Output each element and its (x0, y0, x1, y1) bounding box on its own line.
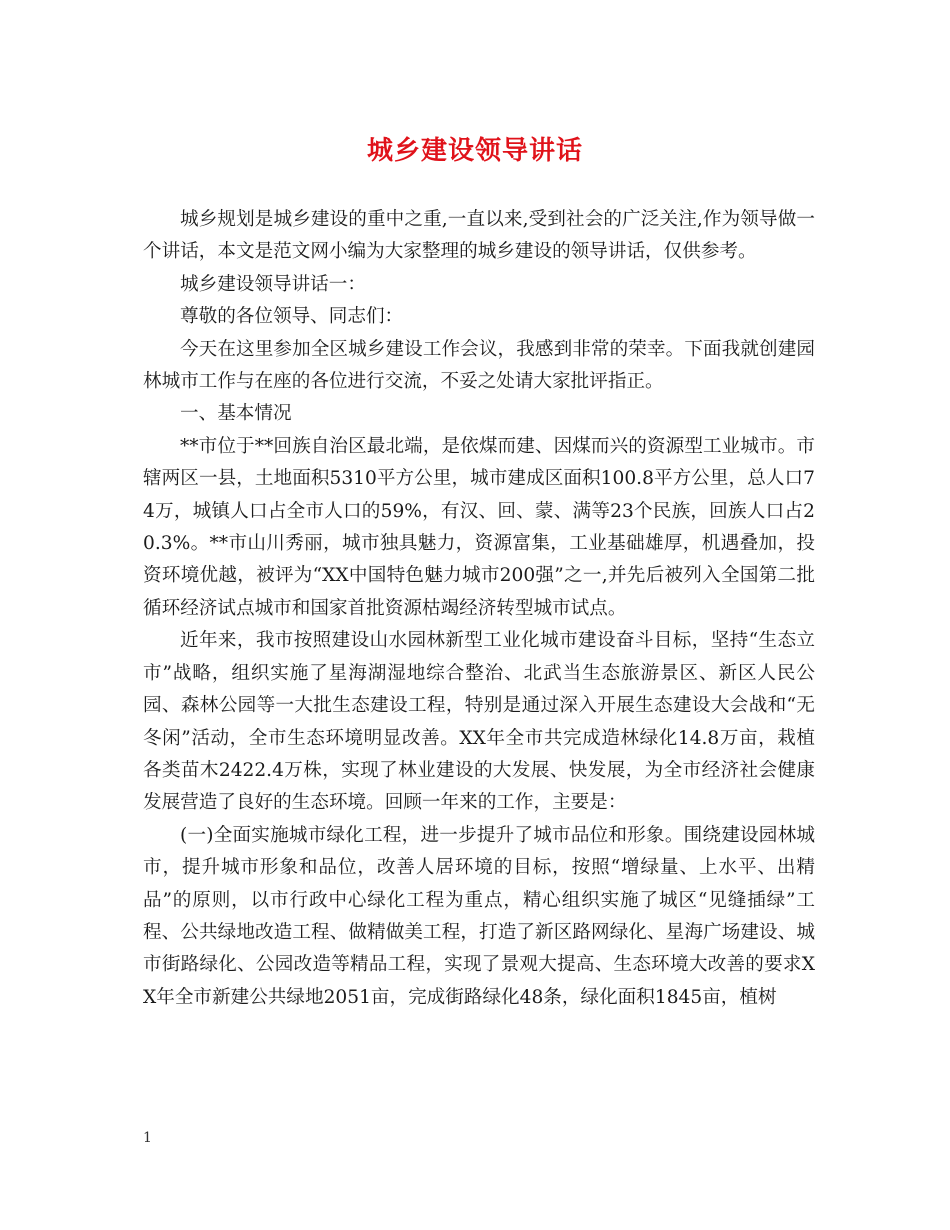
paragraph-speech-heading: 城乡建设领导讲话一： (180, 273, 366, 295)
paragraph-salutation: 尊敬的各位领导、同志们： (180, 306, 404, 328)
document-body (143, 204, 815, 1014)
page-number: 1 (143, 1130, 152, 1146)
document-title: 城乡建设领导讲话 (366, 136, 583, 166)
paragraph-greening-project: (一)全面实施城市绿化工程，进一步提升了城市品位和形象。围绕建设园林城市，提升城市形象和品位，改善人居环境的目标，按照“增绿量、上水平、出精品”的原则，以市行政中心绿化工程为重点，精心组织实施了城区“见缝插绿”工程、公共绿地改造工程、做精做美工程，打造了新区路网绿化、星海广场建设、城市街路绿化、公园改造等精品工程，实现了景观大提高、生态环境大改善的要求XX年全市新建公共绿地2051亩，完成街路绿化48条，绿化面积1845亩，植树 (143, 824, 815, 1008)
paragraph-city-overview: **市位于**回族自治区最北端，是依煤而建、因煤而兴的资源型工业城市。市辖两区一县，土地面积5310平方公里，城市建成区面积100.8平方公里，总人口74万，城镇人口占全市人口的59%，有汉、回、蒙、满等23个民族，回族人口占20.3%。**市山川秀丽，城市独具魅力，资源富集，工业基础雄厚，机遇叠加，投资环境优越，被评为“XX中国特色魅力城市200强”之一,并先后被列入全国第二批循环经济试点城市和国家首批资源枯竭经济转型城市试点。 (143, 435, 815, 619)
paragraph-intro: 城乡规划是城乡建设的重中之重,一直以来,受到社会的广泛关注,作为领导做一个讲话，本文是范文网小编为大家整理的城乡建设的领导讲话，仅供参考。 (143, 209, 815, 263)
paragraph-opening: 今天在这里参加全区城乡建设工作会议，我感到非常的荣幸。下面我就创建园林城市工作与在座的各位进行交流，不妥之处请大家批评指正。 (143, 338, 815, 393)
paragraph-recent-years: 近年来，我市按照建设山水园林新型工业化城市建设奋斗目标，坚持“生态立市”战略，组织实施了星海湖湿地综合整治、北武当生态旅游景区、新区人民公园、森林公园等一大批生态建设工程，特别是通过深入开展生态建设大会战和“无冬闲”活动，全市生态环境明显改善。XX年全市共完成造林绿化14.8万亩，栽植各类苗木2422.4万株，实现了林业建设的大发展、快发展，为全市经济社会健康发展营造了良好的生态环境。回顾一年来的工作，主要是： (143, 630, 815, 814)
section-heading-basic-situation: 一、基本情况 (180, 403, 292, 425)
